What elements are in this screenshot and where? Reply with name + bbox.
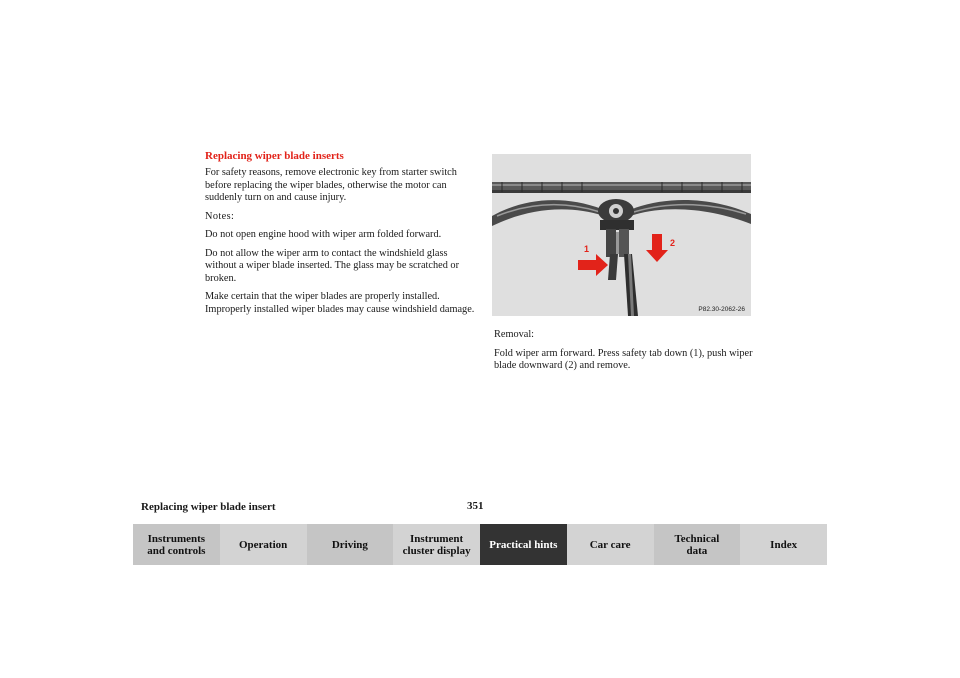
- removal-text: Fold wiper arm forward. Press safety tab down (1), push wiper blade downward (2) and remove.: [494, 347, 753, 371]
- note-item: Do not open engine hood with wiper arm folded forward.: [205, 229, 442, 240]
- tab-practical-hints[interactable]: Practical hints: [480, 524, 567, 565]
- note-item: Make certain that the wiper blades are properly installed. Improperly installed wiper blades may cause windshield damage.: [205, 291, 475, 315]
- note-item: Do not allow the wiper arm to contact the windshield glass without a wiper blade inserted. The glass may be scratched or broken.: [205, 247, 460, 284]
- safety-intro: For safety reasons, remove electronic key from starter switch before replacing the wiper blades, otherwise the motor can suddenly turn on and cause injury.: [205, 167, 457, 203]
- tab-car-care[interactable]: Car care: [567, 524, 654, 565]
- page-number: 351: [467, 500, 484, 512]
- wiper-illustration: [492, 154, 751, 316]
- arrow-1-icon: [578, 254, 608, 276]
- notes-label: Notes:: [205, 210, 235, 222]
- tab-technical-data[interactable]: Technical data: [654, 524, 741, 565]
- tab-index[interactable]: Index: [740, 524, 827, 565]
- callout-1: 1: [584, 244, 590, 254]
- callout-2: 2: [670, 238, 676, 248]
- instructions-column: [205, 150, 475, 322]
- wiper-drawing: [492, 154, 751, 316]
- chapter-nav: [133, 524, 827, 565]
- arrow-2-icon: [646, 234, 668, 262]
- tab-instrument-cluster-display[interactable]: Instrument cluster display: [393, 524, 480, 565]
- tab-operation[interactable]: Operation: [220, 524, 307, 565]
- section-title: Replacing wiper blade inserts: [205, 150, 344, 162]
- footer-title: Replacing wiper blade insert: [141, 501, 276, 513]
- figure-code: P82.30-2062-26: [698, 306, 745, 313]
- removal-column: [494, 329, 764, 379]
- tab-instruments-and-controls[interactable]: Instruments and controls: [133, 524, 220, 565]
- tab-driving[interactable]: Driving: [307, 524, 394, 565]
- removal-label: Removal:: [494, 329, 535, 340]
